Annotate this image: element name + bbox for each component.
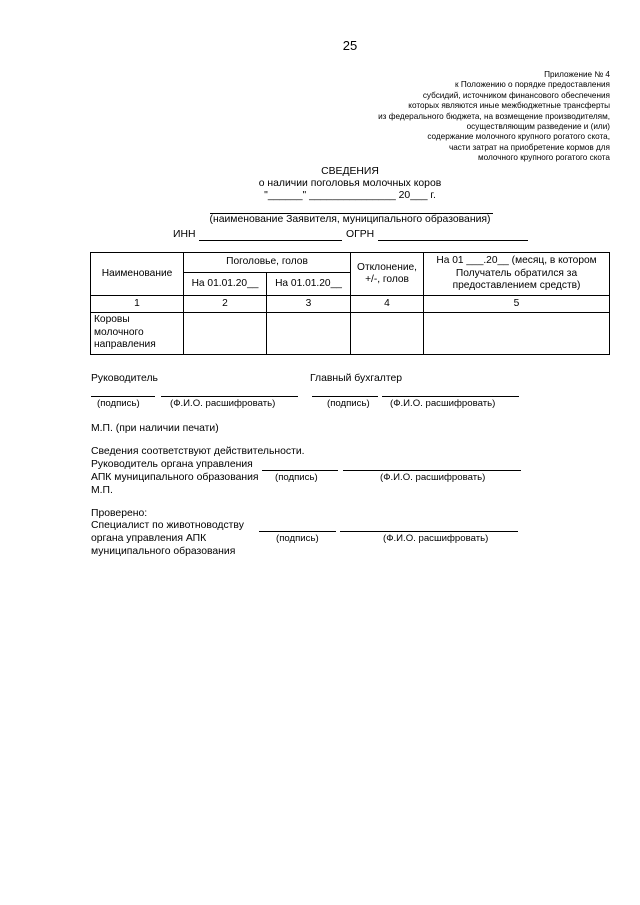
herd-table (90, 252, 610, 355)
ogrn-label: ОГРН (346, 229, 375, 240)
col-header-current: На 01 ___.20__ (месяц, в котором Получатель обратился за предоставлением средств) (424, 253, 610, 296)
document-title: СВЕДЕНИЯ (321, 166, 379, 177)
cell-current[interactable] (424, 313, 610, 355)
head-name-line (161, 396, 298, 397)
col-number: 3 (267, 296, 351, 313)
appendix-line: части затрат на приобретение кормов для (448, 142, 610, 152)
accountant-name-caption: (Ф.И.О. расшифровать) (390, 398, 496, 409)
stamp-label: М.П. (при наличии печати) (91, 423, 219, 434)
appendix-line: молочного крупного рогатого скота (478, 153, 610, 163)
cell-date-b[interactable] (267, 313, 351, 355)
row-label-cows: Коровы молочного направления (91, 313, 184, 355)
confirm-line-4: М.П. (91, 485, 113, 496)
confirm-name-caption: (Ф.И.О. расшифровать) (380, 472, 486, 483)
appendix-line: к Положению о порядке предоставления (455, 80, 610, 90)
col-number: 4 (351, 296, 424, 313)
checked-line-3: органа управления АПК (91, 533, 207, 544)
confirm-sign-line (262, 470, 338, 471)
checked-sign-line (259, 531, 336, 532)
head-sign-line (91, 396, 155, 397)
head-name-caption: (Ф.И.О. расшифровать) (170, 398, 276, 409)
appendix-block (378, 70, 610, 164)
accountant-sign-caption: (подпись) (327, 398, 370, 409)
head-sign-caption: (подпись) (97, 398, 140, 409)
col-number: 2 (184, 296, 267, 313)
confirm-line-2: Руководитель органа управления (91, 459, 253, 470)
ogrn-field-line (378, 240, 528, 241)
checked-line-4: муниципального образования (91, 546, 236, 557)
page-number: 25 (342, 38, 358, 53)
appendix-line: которых являются иные межбюджетные трансферты (408, 101, 610, 111)
chief-accountant-label: Главный бухгалтер (310, 373, 403, 384)
checked-sign-caption: (подпись) (276, 533, 319, 544)
inn-field-line (199, 240, 342, 241)
col-header-deviation: Отклонение, +/-, голов (351, 253, 424, 296)
appendix-line: субсидий, источником финансового обеспечения (422, 90, 610, 100)
confirm-line-1: Сведения соответствуют действительности. (91, 446, 305, 457)
col-header-date-b: На 01.01.20__ (267, 273, 351, 296)
accountant-name-line (382, 396, 519, 397)
col-number: 1 (91, 296, 184, 313)
cell-deviation[interactable] (351, 313, 424, 355)
checked-name-line (340, 531, 518, 532)
appendix-line: Приложение № 4 (544, 70, 610, 79)
confirm-name-line (343, 470, 521, 471)
confirm-sign-caption: (подпись) (275, 472, 318, 483)
confirm-line-3: АПК муниципального образования (91, 472, 259, 483)
checked-name-caption: (Ф.И.О. расшифровать) (383, 533, 489, 544)
date-line: "______" _______________ 20___ г. (264, 190, 436, 201)
appendix-line: из федерального бюджета, на возмещение производителям, (378, 111, 610, 121)
document-subtitle: о наличии поголовья молочных коров (258, 178, 442, 189)
head-label: Руководитель (91, 373, 158, 384)
col-header-herd: Поголовье, голов (184, 253, 351, 273)
appendix-line: содержание молочного крупного рогатого скота, (427, 132, 610, 142)
checked-line-1: Проверено: (91, 508, 148, 519)
appendix-line: осуществляющим разведение и (или) (466, 122, 610, 132)
col-header-date-a: На 01.01.20__ (184, 273, 267, 296)
inn-label: ИНН (173, 229, 196, 240)
col-number: 5 (424, 296, 610, 313)
accountant-sign-line (312, 396, 378, 397)
checked-line-2: Специалист по животноводству (91, 520, 244, 531)
col-header-name: Наименование (91, 253, 184, 296)
cell-date-a[interactable] (184, 313, 267, 355)
applicant-caption: (наименование Заявителя, муниципального образования) (209, 214, 491, 225)
